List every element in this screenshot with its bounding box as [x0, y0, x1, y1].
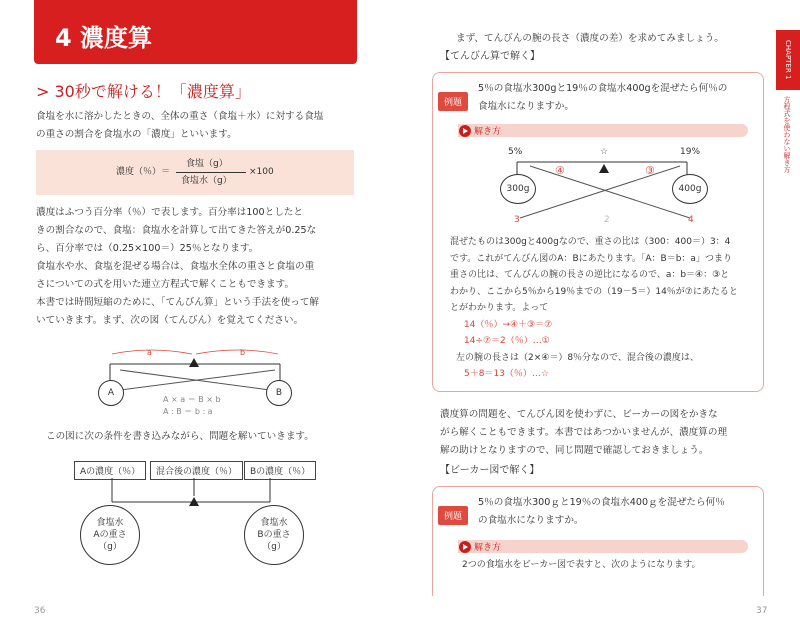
- page-number-left: 36: [34, 606, 46, 616]
- solution-text-1: 混ぜたものは300gと400gなので、重さの比は（300：400＝）3：4 です。これがてんびん図のA：Bにあたります。「A：B＝b：a」つまり 重さの比は、てんびんの腕の長さの逆比になるので、a：b＝④：③と わかり、ここから5％から19％までの（19－5＝）14％が⑦にあたると とがわかります。よって 14（％）→④＋③＝⑦ 14÷⑦＝2（％）…① 左の腕の長さは（2×④＝）8％分なので、混合後の濃度は、 5＋8＝13（％）…☆: [450, 237, 738, 379]
- right-arm-ratio: ③: [645, 164, 655, 177]
- play-icon: [459, 541, 471, 553]
- weight-right-circle: 400g: [672, 174, 708, 204]
- solution-b-circle: 食塩水 Bの重さ （g）: [244, 505, 304, 565]
- ratio-eq-1: A × a ＝ B × b: [163, 395, 221, 404]
- chapter-tab: CHAPTER 1: [776, 30, 800, 90]
- node-b: B: [266, 380, 292, 406]
- fraction-line: [176, 172, 246, 173]
- beaker-explanation: 2つの食塩水をビーカー図で表すと、次のようになります。: [462, 560, 701, 570]
- mixed-star: ☆: [600, 147, 609, 157]
- example-tag-2: 例題: [438, 506, 468, 525]
- chapter-title: 4 濃度算: [55, 24, 153, 52]
- section-balance-heading: 【てんびん算で解く】: [440, 51, 540, 62]
- solution-label-2: 解き方: [459, 540, 501, 553]
- section-lead: > 30秒で解ける！「濃度算」: [36, 82, 251, 101]
- arm-b-label: b: [240, 348, 246, 357]
- left-arm-ratio: ④: [555, 164, 565, 177]
- node-a: A: [98, 380, 124, 406]
- play-icon: [459, 125, 471, 137]
- formula-numerator: 食塩（g）: [186, 159, 228, 169]
- ratio-4: 4: [688, 215, 694, 225]
- ratio-eq-2: A : B ＝ b : a: [163, 407, 213, 416]
- beaker-intro: 濃度算の問題を、てんびん図を使わずに、ビーカーの図をかきな がら解くこともできます。本書ではあつかいませんが、濃度算の理 解の助けとなりますので、同じ問題で確認しておきましょう。: [440, 409, 728, 456]
- example-1-question: 5％の食塩水300gと19％の食塩水400gを混ぜたら何％の 食塩水になりますか。: [478, 83, 728, 112]
- ratio-3: 3: [514, 215, 520, 225]
- right-concentration: 19%: [680, 147, 701, 157]
- solution-a-circle: 食塩水 Aの重さ （g）: [80, 505, 140, 565]
- formula-box: [36, 150, 354, 195]
- page-number-right: 37: [756, 606, 768, 616]
- side-label: 方程式を使わない解き方: [783, 96, 791, 173]
- solution-bar-1: [458, 124, 748, 137]
- concentration-b-box: Bの濃度（％）: [244, 461, 316, 480]
- section-beaker-heading: 【ビーカー図で解く】: [440, 465, 540, 476]
- solution-label-1: 解き方: [459, 124, 501, 137]
- weight-left-circle: 300g: [500, 174, 536, 204]
- explanation-text: 濃度はふつう百分率（％）で表します。百分率は100としたと きの割合なので、食塩：食塩水を計算して出てきた答えが0.25な ら、百分率では（0.25×100＝）25％となります。 食塩水や水、食塩を混ぜる場合は、食塩水全体の重さと食塩の重 さについての式を用いた連立方程式で解くこともできます。 本書では時間短縮のために、「てんびん算」という手法を使って解 いていきます。まず、次の図（てんびん）を覚えてください。: [36, 207, 320, 326]
- concentration-a-box: Aの濃度（％）: [74, 461, 146, 480]
- formula-left: 濃度（％）＝: [116, 167, 171, 177]
- mixed-concentration-box: 混合後の濃度（％）: [150, 461, 243, 480]
- formula-denominator: 食塩水（g）: [181, 176, 232, 186]
- condition-intro: この図に次の条件を書き込みながら、問題を解いていきます。: [46, 431, 314, 442]
- left-concentration: 5%: [508, 147, 523, 157]
- ratio-2: 2: [604, 215, 610, 225]
- formula-right: ×100: [249, 167, 274, 177]
- example-2-question: 5％の食塩水300ｇと19％の食塩水400ｇを混ぜたら何％ の食塩水になりますか。: [478, 497, 725, 526]
- example-tag-1: 例題: [438, 92, 468, 111]
- arm-a-label: a: [147, 348, 152, 357]
- right-top-line: まず、てんびんの腕の長さ（濃度の差）を求めてみましょう。: [456, 33, 724, 44]
- intro-text: 食塩を水に溶かしたときの、全体の重さ（食塩＋水）に対する食塩 の重さの割合を食塩水の「濃度」といいます。: [36, 111, 324, 140]
- solution-bar-2: [458, 540, 748, 553]
